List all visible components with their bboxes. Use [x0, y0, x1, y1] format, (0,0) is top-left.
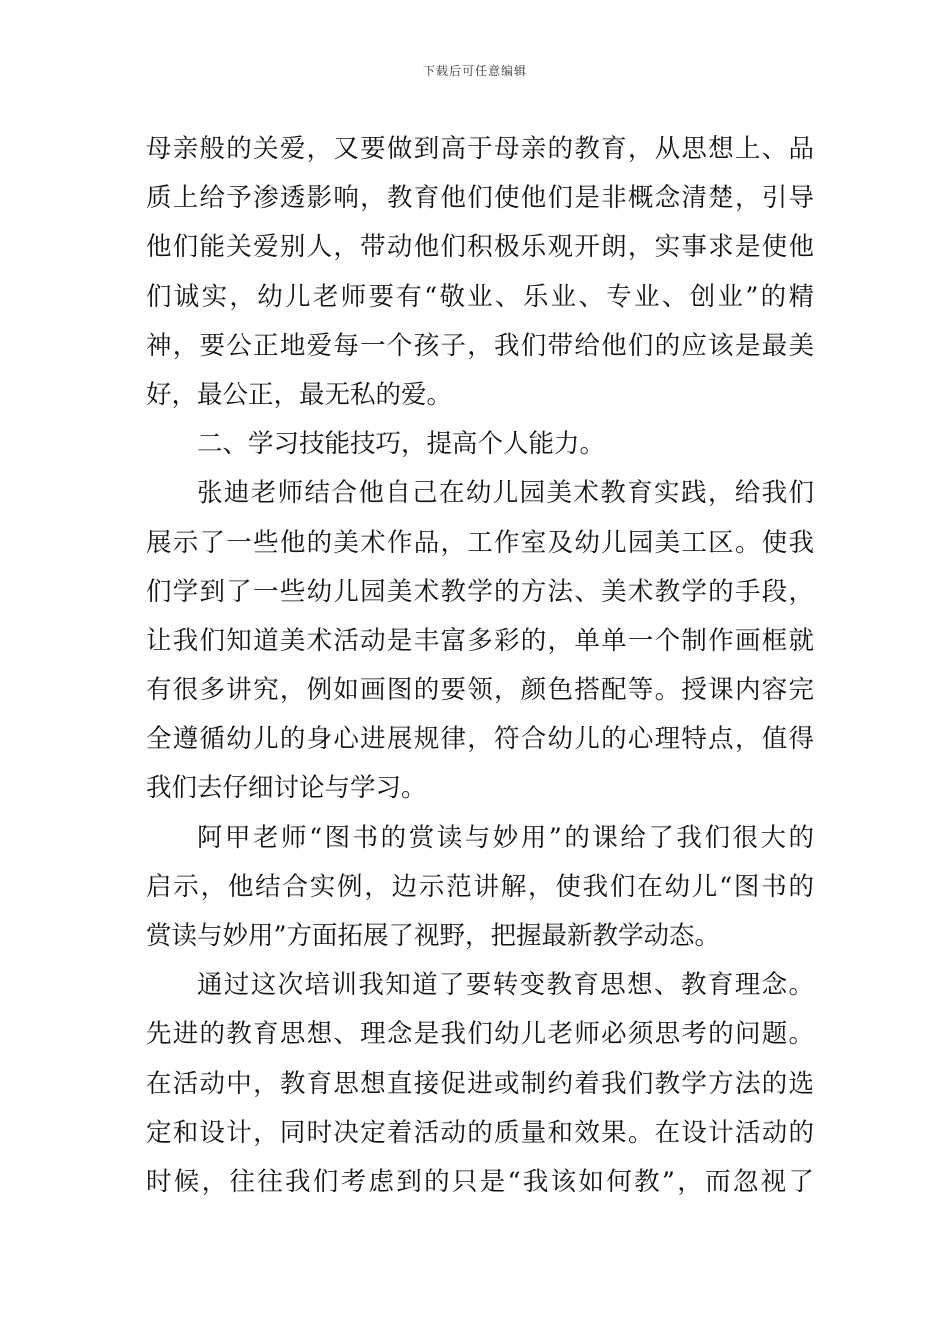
document-body — [146, 125, 814, 1207]
text-line: 好，最公正，最无私的爱。 — [146, 379, 453, 410]
text-line: 们诚实，幼儿老师要有“敬业、乐业、专业、创业”的精 — [146, 281, 814, 312]
text-line: 先进的教育思想、理念是我们幼儿老师必须思考的问题。 — [146, 1019, 814, 1050]
text-line: 通过这次培训我知道了要转变教育思想、教育理念。 — [197, 970, 814, 1001]
text-line: 质上给予渗透影响，教育他们使他们是非概念清楚，引导 — [146, 183, 814, 214]
text-line: 张迪老师结合他自己在幼儿园美术教育实践，给我们 — [197, 478, 814, 509]
text-line: 我们去仔细讨论与学习。 — [146, 773, 427, 804]
text-line: 让我们知道美术活动是丰富多彩的，单单一个制作画框就 — [146, 625, 814, 656]
text-line: 母亲般的关爱，又要做到高于母亲的教育，从思想上、品 — [146, 134, 814, 164]
text-line: 阿甲老师“图书的赏读与妙用”的课给了我们很大的 — [197, 822, 814, 853]
text-line: 定和设计，同时决定着活动的质量和效果。在设计活动的 — [146, 1117, 814, 1148]
section-heading: 二、学习技能技巧，提高个人能力。 — [197, 429, 606, 460]
text-line: 展示了一些他的美术作品，工作室及幼儿园美工区。使我 — [146, 527, 814, 558]
text-line: 神，要公正地爱每一个孩子，我们带给他们的应该是最美 — [146, 330, 814, 361]
text-line: 们学到了一些幼儿园美术教学的方法、美术教学的手段， — [146, 576, 814, 607]
text-line: 全遵循幼儿的身心进展规律，符合幼儿的心理特点，值得 — [146, 724, 814, 755]
text-line: 赏读与妙用”方面拓展了视野，把握最新教学动态。 — [146, 921, 721, 951]
text-line: 启示，他结合实例，边示范讲解，使我们在幼儿“图书的 — [146, 871, 814, 902]
text-line: 他们能关爱别人，带动他们积极乐观开朗，实事求是使他 — [146, 232, 814, 263]
text-line: 有很多讲究，例如画图的要领，颜色搭配等。授课内容完 — [146, 675, 814, 706]
text-line: 在活动中，教育思想直接促进或制约着我们教学方法的选 — [146, 1068, 814, 1099]
page-header: 下载后可任意编辑 — [422, 64, 527, 78]
text-line: 时候，往往我们考虑到的只是“我该如何教”，而忽视了 — [146, 1166, 814, 1197]
